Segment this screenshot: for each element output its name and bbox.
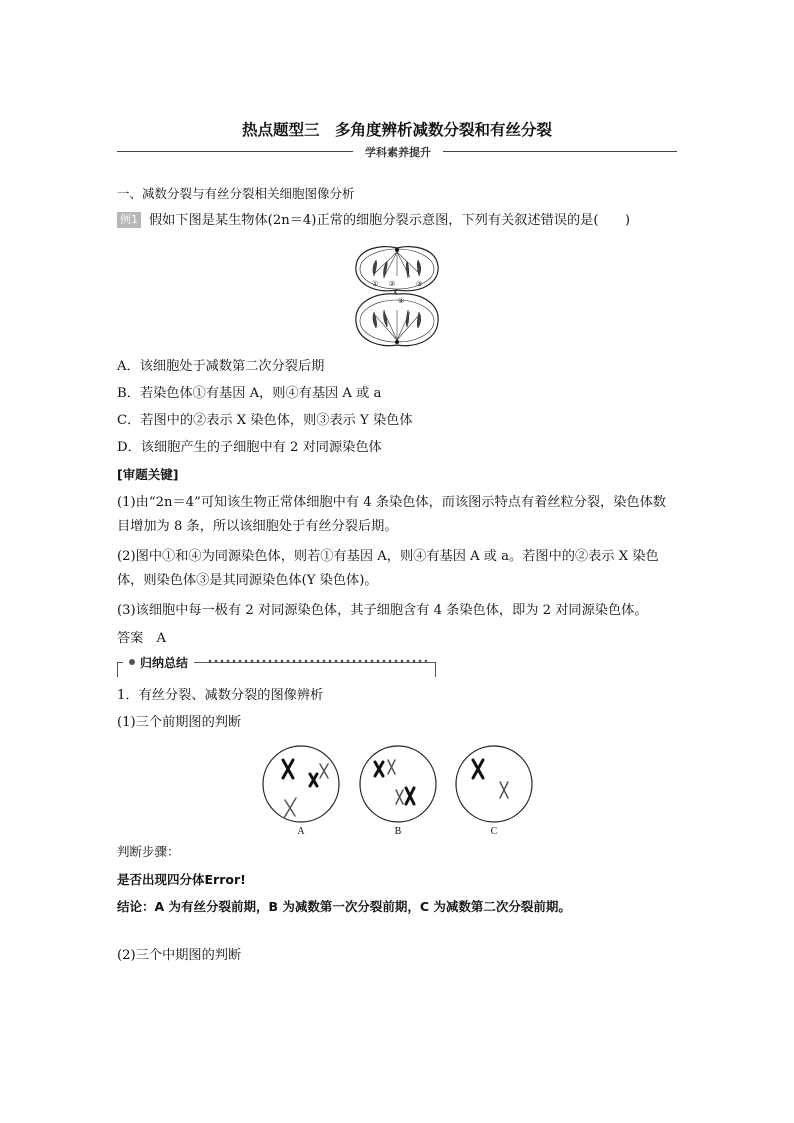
review-heading: [审题关键] bbox=[117, 467, 179, 482]
section-subtitle: 学科素养提升 bbox=[365, 146, 431, 159]
cell-label-a: A bbox=[297, 826, 305, 837]
cell-division-figure bbox=[352, 242, 442, 352]
answer: 答案 A bbox=[117, 631, 167, 646]
cell-label-c: C bbox=[490, 826, 498, 837]
figure-label-4: ④ bbox=[398, 297, 405, 305]
prophase-cells-figure bbox=[258, 742, 538, 837]
review-paragraph-3: (3)该细胞中每一极有 2 对同源染色体，其子细胞含有 4 条染色体，即为 2 对同源染色体。 bbox=[117, 603, 648, 618]
summary-dots bbox=[207, 658, 427, 664]
option-b: B．若染色体①有基因 A，则④有基因 A 或 a bbox=[117, 386, 382, 401]
sub-heading-1: (1)三个前期图的判断 bbox=[117, 715, 242, 730]
option-c: C．若图中的②表示 X 染色体，则③表示 Y 染色体 bbox=[117, 413, 413, 428]
figure-label-2: ② bbox=[389, 280, 396, 288]
title-rule-right bbox=[443, 151, 677, 152]
sub-heading-2: (2)三个中期图的判断 bbox=[117, 948, 242, 963]
figure-label-1: ① bbox=[372, 280, 379, 288]
steps-text: 是否出现四分体Error! bbox=[117, 872, 246, 887]
review-paragraph-2: (2)图中①和④为同源染色体，则若①有基因 A，则④有基因 A 或 a。若图中的②表示 X 染色体，则染色体③是其同源染色体(Y 染色体)。 bbox=[117, 549, 659, 588]
cell-label-b: B bbox=[394, 826, 402, 837]
steps-label: 判断步骤： bbox=[117, 844, 180, 859]
item-1-heading: 1．有丝分裂、减数分裂的图像辨析 bbox=[117, 688, 324, 703]
figure-label-3: ③ bbox=[416, 280, 423, 288]
conclusion: 结论：A 为有丝分裂前期，B 为减数第一次分裂前期，C 为减数第二次分裂前期。 bbox=[117, 899, 571, 914]
option-a: A．该细胞处于减数第二次分裂后期 bbox=[117, 359, 325, 374]
page-title: 热点题型三 多角度辨析减数分裂和有丝分裂 bbox=[241, 121, 552, 139]
section-heading: 一、减数分裂与有丝分裂相关细胞图像分析 bbox=[117, 186, 355, 201]
example-tag: 例1 bbox=[117, 212, 141, 228]
review-paragraph-1: (1)由“2n＝4”可知该生物正常体细胞中有 4 条染色体，而该图示特点有着丝粒分裂，染色体数目增加为 8 条，所以该细胞处于有丝分裂后期。 bbox=[117, 495, 666, 534]
summary-tag: 归纳总结 bbox=[123, 654, 194, 671]
example-question-text: 假如下图是某生物体(2n＝4)正常的细胞分裂示意图，下列有关叙述错误的是( ) bbox=[149, 213, 631, 228]
example-question bbox=[117, 211, 630, 231]
title-rule-left bbox=[117, 151, 353, 152]
option-d: D．该细胞产生的子细胞中有 2 对同源染色体 bbox=[117, 440, 382, 455]
